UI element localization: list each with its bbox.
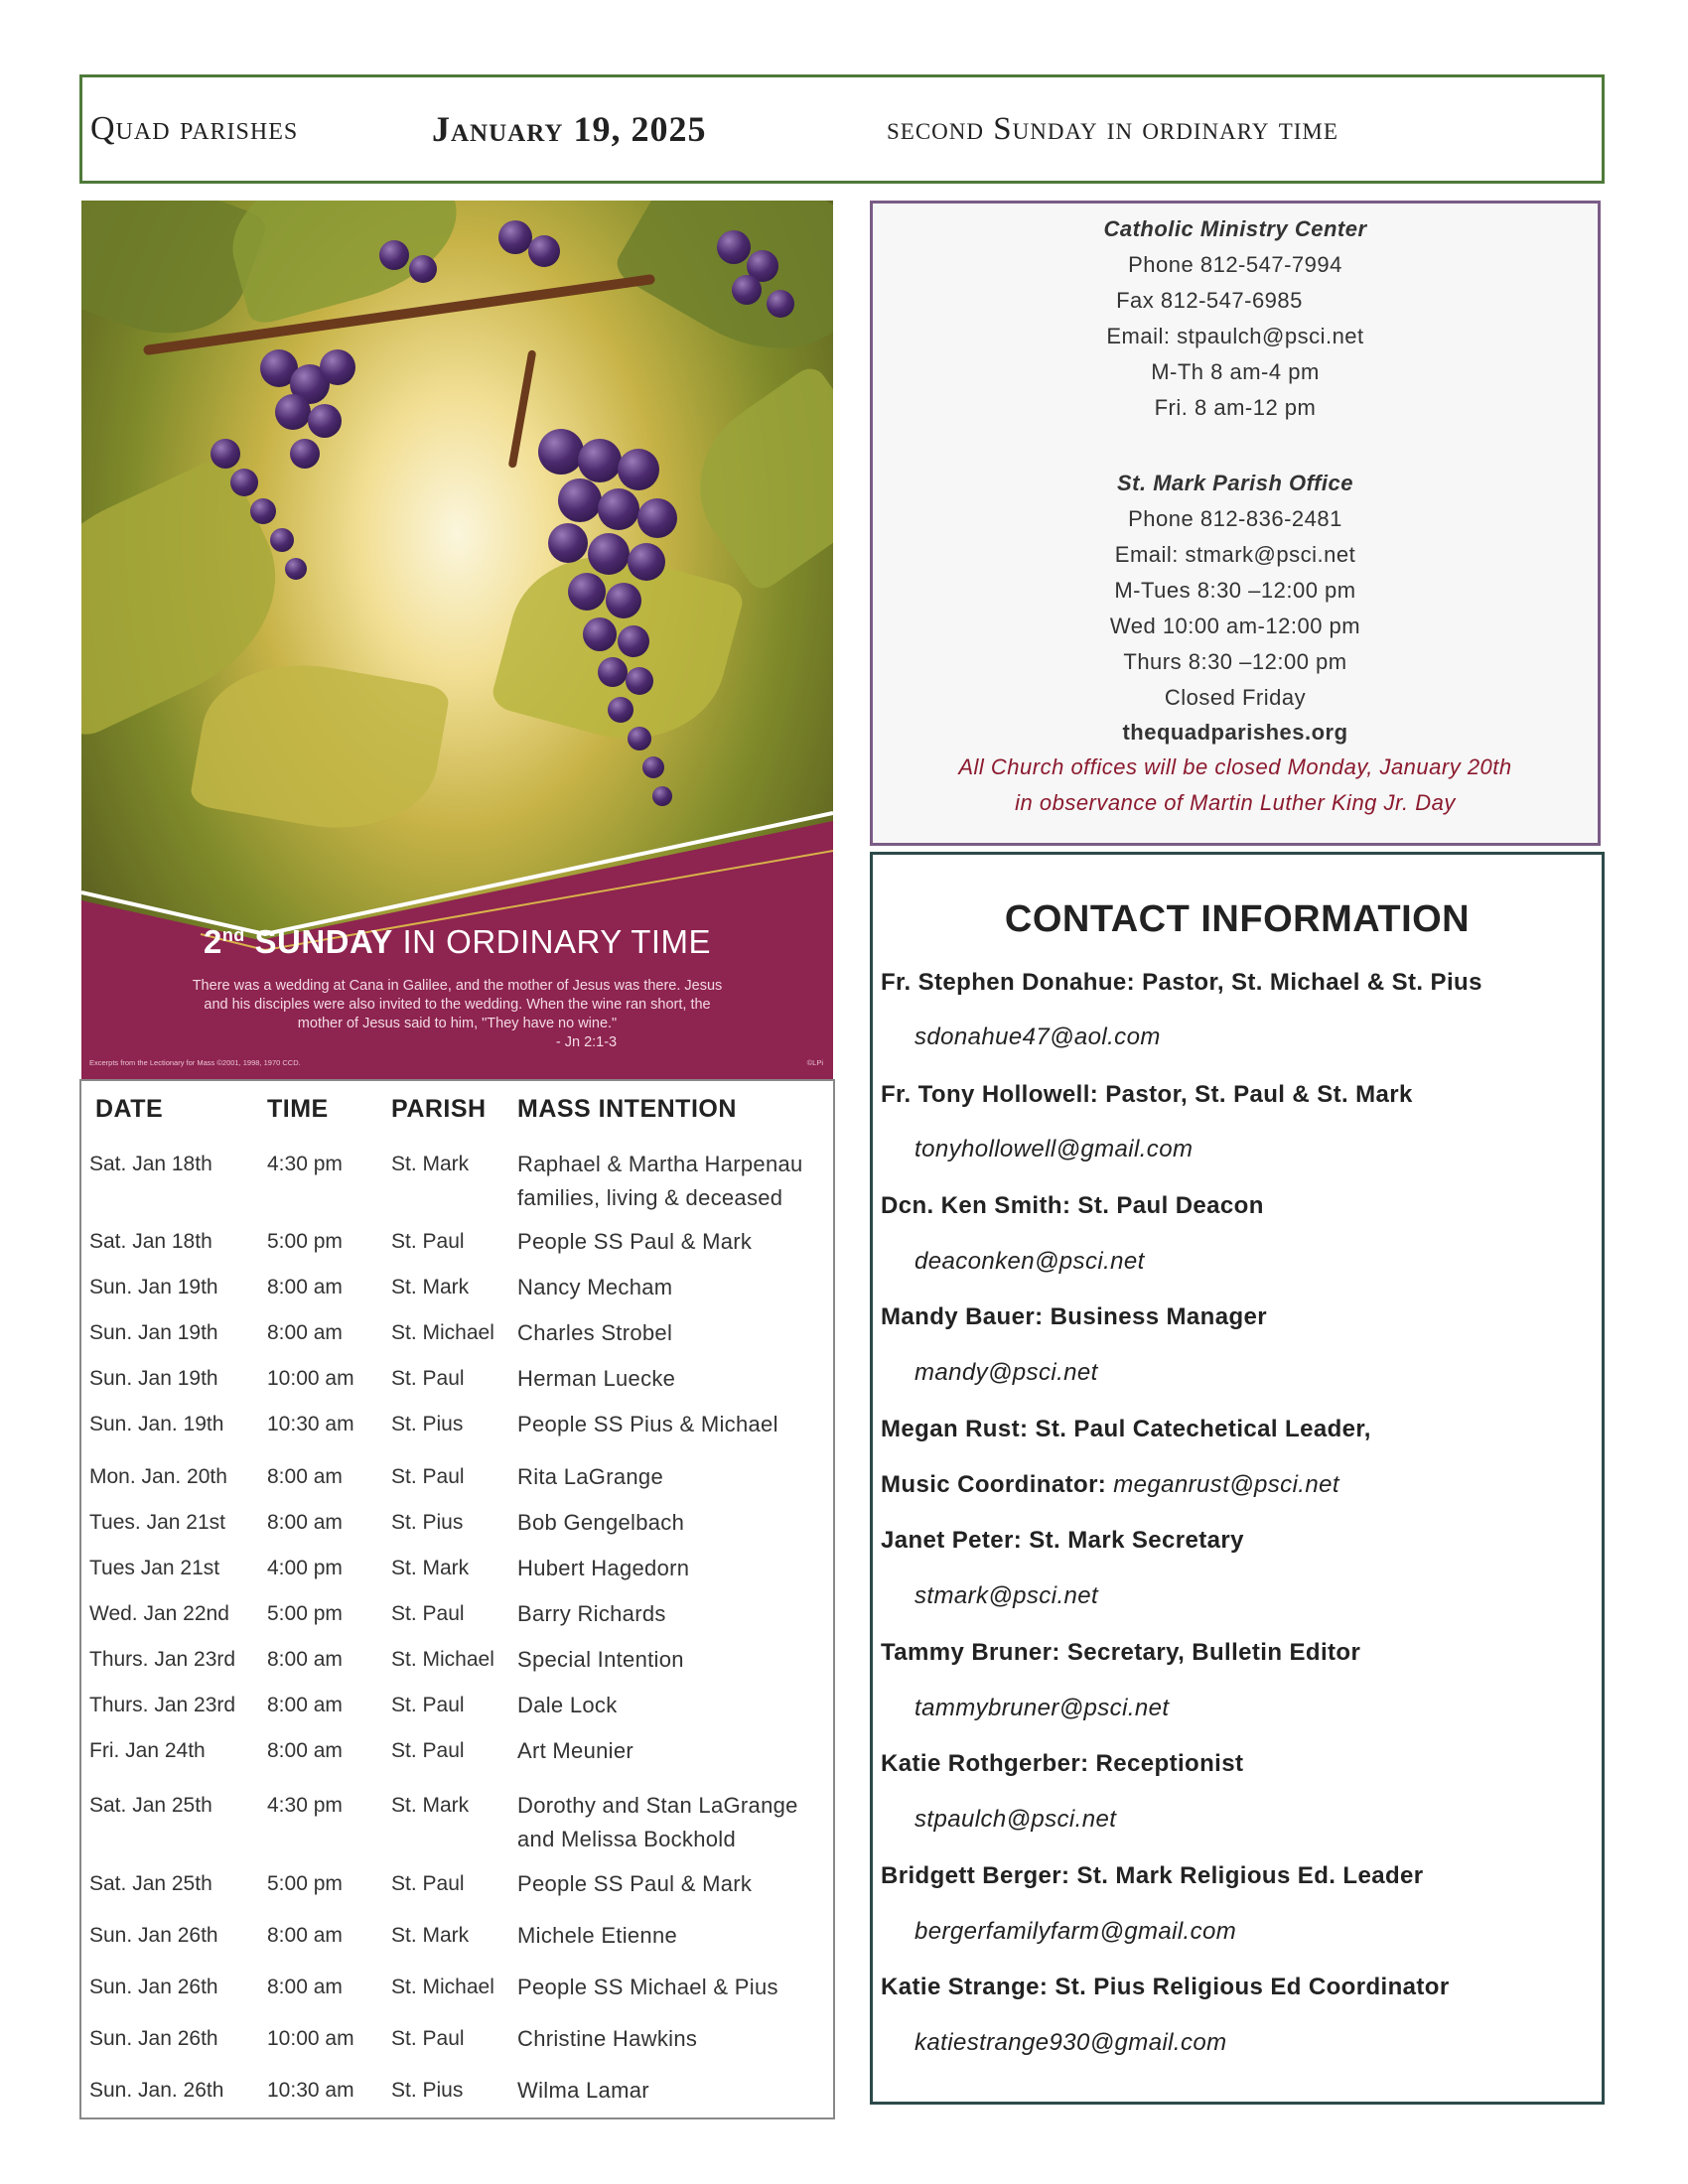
row-parish: St. Pius [391, 2079, 464, 2102]
row-date: Sun. Jan 26th [89, 2027, 218, 2050]
row-parish: St. Paul [391, 1230, 465, 1253]
contact-name: Tammy Bruner: Secretary, Bulletin Editor [881, 1639, 1361, 1666]
cmc-phone: Phone 812-547-7994 [1128, 252, 1342, 277]
row-time: 4:30 pm [267, 1794, 343, 1817]
row-date: Sun. Jan 19th [89, 1276, 218, 1298]
contact-name: Mandy Bauer: Business Manager [881, 1303, 1268, 1330]
row-date: Sat. Jan 25th [89, 1872, 212, 1895]
stmark-hours-thu: Thurs 8:30 –12:00 pm [1123, 649, 1347, 674]
contact-information [870, 852, 1605, 2105]
row-time: 8:00 am [267, 1511, 343, 1534]
row-time: 8:00 am [267, 1648, 343, 1671]
row-parish: St. Paul [391, 1465, 465, 1488]
row-intention: Barry Richards [517, 1601, 666, 1626]
contact-name: Fr. Stephen Donahue: Pastor, St. Michael & St. Pius [881, 969, 1482, 996]
grape [642, 756, 664, 778]
row-date: Sun. Jan. 19th [89, 1413, 224, 1435]
stmark-hours-mon-tue: M-Tues 8:30 –12:00 pm [1114, 578, 1356, 603]
grape [767, 290, 794, 318]
grape [588, 533, 630, 575]
row-parish: St. Mark [391, 1153, 470, 1175]
row-parish: St. Mark [391, 1276, 470, 1298]
row-intention: Dale Lock [517, 1693, 618, 1717]
liturgical-sunday: second Sunday in ordinary time [887, 110, 1338, 147]
row-intention: People SS Paul & Mark [517, 1871, 753, 1896]
publisher-credit: ©LPi [806, 1058, 823, 1067]
cmc-hours-weekday: M-Th 8 am-4 pm [1151, 359, 1320, 384]
row-time: 10:00 am [267, 1367, 354, 1390]
banner-title: 2nd SUNDAY IN ORDINARY TIME [203, 923, 712, 960]
row-time: 10:00 am [267, 2027, 354, 2050]
grape [528, 235, 560, 267]
row-time: 10:30 am [267, 2079, 354, 2102]
stmark-email: Email: stmark@psci.net [1114, 542, 1356, 567]
row-time: 8:00 am [267, 1276, 343, 1298]
row-time: 5:00 pm [267, 1602, 343, 1625]
contact-email[interactable]: tonyhollowell@gmail.com [914, 1136, 1194, 1162]
contact-email[interactable]: katiestrange930@gmail.com [914, 2029, 1227, 2056]
cmc-title: Catholic Ministry Center [1103, 216, 1367, 241]
grape [628, 543, 665, 581]
grape [598, 488, 639, 530]
row-date: Sun. Jan 19th [89, 1321, 218, 1344]
contact-email[interactable]: stpaulch@psci.net [914, 1806, 1117, 1833]
contact-title: CONTACT INFORMATION [1004, 898, 1471, 940]
grape [558, 478, 602, 522]
row-intention: People SS Pius & Michael [517, 1412, 778, 1436]
row-parish: St. Mark [391, 1924, 470, 1947]
grape [498, 220, 532, 254]
row-time: 4:00 pm [267, 1557, 343, 1579]
grape [409, 255, 437, 283]
stmark-hours-fri: Closed Friday [1164, 685, 1307, 710]
row-date: Tues Jan 21st [89, 1557, 220, 1579]
cmc-fax: Fax 812-547-6985 [1116, 288, 1303, 313]
copyright-credit: Excerpts from the Lectionary for Mass ©2001, 1998, 1970 CCD. [89, 1058, 301, 1067]
contact-email[interactable]: mandy@psci.net [914, 1359, 1098, 1386]
row-date: Sun. Jan 19th [89, 1367, 218, 1390]
row-intention: Nancy Mecham [517, 1275, 673, 1299]
row-date: Sun. Jan 26th [89, 1976, 218, 1998]
row-date: Thurs. Jan 23rd [89, 1694, 236, 1716]
grape [626, 667, 653, 695]
row-time: 8:00 am [267, 1924, 343, 1947]
stmark-office-title: St. Mark Parish Office [1116, 471, 1353, 495]
row-intention: Special Intention [517, 1647, 684, 1672]
column-header-date: DATE [95, 1095, 164, 1123]
contact-name: Katie Strange: St. Pius Religious Ed Coordinator [881, 1974, 1450, 2000]
row-parish: St. Paul [391, 1694, 465, 1716]
row-parish: St. Paul [391, 1367, 465, 1390]
row-parish: St. Paul [391, 1872, 465, 1895]
row-time: 5:00 pm [267, 1872, 343, 1895]
bulletin-header [79, 74, 1605, 184]
grape [578, 439, 622, 482]
row-parish: St. Paul [391, 1602, 465, 1625]
leaf-shape [611, 201, 833, 385]
row-intention: People SS Michael & Pius [517, 1975, 778, 1999]
contact-role-line: Music Coordinator: meganrust@psci.net [881, 1471, 1339, 1498]
website-link[interactable]: thequadparishes.org [1122, 720, 1348, 745]
grape [583, 617, 617, 651]
cmc-email: Email: stpaulch@psci.net [1106, 324, 1364, 348]
row-time: 8:00 am [267, 1694, 343, 1716]
row-intention: Christine Hawkins [517, 2026, 698, 2051]
row-date: Sat. Jan 25th [89, 1794, 212, 1817]
grape [618, 625, 649, 657]
parish-group-name: Quad parishes [90, 110, 299, 147]
stmark-hours-wed: Wed 10:00 am-12:00 pm [1109, 614, 1361, 638]
scripture-excerpt: There was a wedding at Cana in Galilee, and the mother of Jesus was there. Jesus and his disciples were also invited to the wedding. When the wine ran short, the mother of Jesus said to him, "They have no wine." - Jn 2:1-3 [192, 978, 723, 1050]
mass-schedule [79, 1079, 835, 2119]
row-parish: St. Paul [391, 2027, 465, 2050]
row-intention: Herman Luecke [517, 1366, 676, 1391]
grape [652, 786, 672, 806]
row-intention: Bob Gengelbach [517, 1510, 685, 1535]
contact-name: Janet Peter: St. Mark Secretary [881, 1527, 1244, 1554]
row-date: Fri. Jan 24th [89, 1739, 206, 1762]
closure-notice-reason: in observance of Martin Luther King Jr. Day [1015, 790, 1456, 815]
grape [568, 573, 606, 611]
row-date: Sun. Jan 26th [89, 1924, 218, 1947]
grape [308, 404, 342, 438]
grape [637, 498, 677, 538]
column-header-parish: PARISH [391, 1095, 487, 1123]
grape [230, 469, 258, 496]
leaf-shape [667, 362, 833, 595]
row-intention: Wilma Lamar [517, 2078, 649, 2103]
row-date: Mon. Jan. 20th [89, 1465, 227, 1488]
row-parish: St. Michael [391, 1321, 494, 1344]
cmc-hours-friday: Fri. 8 am-12 pm [1154, 395, 1317, 420]
row-intention: Rita LaGrange [517, 1464, 663, 1489]
row-intention: Charles Strobel [517, 1320, 673, 1345]
vine-branch [508, 349, 537, 469]
row-date: Sat. Jan 18th [89, 1153, 212, 1175]
grape [285, 558, 307, 580]
row-parish: St. Pius [391, 1413, 464, 1435]
contact-name: Dcn. Ken Smith: St. Paul Deacon [881, 1192, 1264, 1219]
grape [290, 439, 320, 469]
row-time: 4:30 pm [267, 1153, 343, 1175]
row-intention: Hubert Hagedorn [517, 1556, 690, 1580]
row-intention: Dorothy and Stan LaGrange and Melissa Bockhold [517, 1793, 798, 1851]
office-info-box [870, 201, 1601, 846]
stmark-phone: Phone 812-836-2481 [1128, 506, 1342, 531]
contact-email[interactable]: bergerfamilyfarm@gmail.com [914, 1918, 1237, 1945]
row-parish: St. Pius [391, 1511, 464, 1534]
grape [628, 727, 651, 751]
contact-email[interactable]: tammybruner@psci.net [914, 1695, 1170, 1721]
contact-email[interactable]: sdonahue47@aol.com [914, 1024, 1161, 1050]
row-date: Thurs. Jan 23rd [89, 1648, 236, 1671]
row-parish: St. Paul [391, 1739, 465, 1762]
grape [538, 429, 584, 475]
row-intention: Art Meunier [517, 1738, 634, 1763]
row-parish: St. Mark [391, 1794, 470, 1817]
row-intention: Michele Etienne [517, 1923, 678, 1948]
column-header-time: TIME [267, 1095, 329, 1123]
contact-email[interactable]: meganrust@psci.net [1106, 1471, 1339, 1498]
row-time: 8:00 am [267, 1976, 343, 1998]
grape [606, 583, 641, 618]
contact-name: Fr. Tony Hollowell: Pastor, St. Paul & St. Mark [881, 1081, 1413, 1108]
row-date: Wed. Jan 22nd [89, 1602, 229, 1625]
grapevine-illustration [81, 201, 833, 1079]
grape [275, 394, 311, 430]
row-parish: St. Michael [391, 1648, 494, 1671]
row-time: 10:30 am [267, 1413, 354, 1435]
row-intention: People SS Paul & Mark [517, 1229, 753, 1254]
column-header-intention: MASS INTENTION [517, 1095, 737, 1123]
bulletin-date: January 19, 2025 [432, 109, 707, 149]
row-date: Sat. Jan 18th [89, 1230, 212, 1253]
contact-name: Katie Rothgerber: Receptionist [881, 1750, 1244, 1777]
contact-email[interactable]: stmark@psci.net [914, 1582, 1099, 1609]
row-parish: St. Mark [391, 1557, 470, 1579]
grape [211, 439, 240, 469]
contact-email[interactable]: deaconken@psci.net [914, 1248, 1145, 1275]
contact-name: Bridgett Berger: St. Mark Religious Ed. Leader [881, 1862, 1424, 1889]
row-time: 8:00 am [267, 1739, 343, 1762]
grape [548, 523, 588, 563]
row-parish: St. Michael [391, 1976, 494, 1998]
row-date: Sun. Jan. 26th [89, 2079, 224, 2102]
closure-notice: All Church offices will be closed Monday, January 20th [958, 754, 1512, 779]
grape [608, 697, 633, 723]
grape [598, 657, 628, 687]
grape [618, 449, 659, 490]
contact-name: Megan Rust: St. Paul Catechetical Leader, [881, 1416, 1371, 1442]
row-date: Tues. Jan 21st [89, 1511, 225, 1534]
grape [320, 349, 355, 385]
grape [379, 240, 409, 270]
row-time: 5:00 pm [267, 1230, 343, 1253]
row-time: 8:00 am [267, 1321, 343, 1344]
grape [732, 275, 762, 305]
row-intention: Raphael & Martha Harpenau families, living & deceased [517, 1152, 803, 1210]
grape [250, 498, 276, 524]
grape [270, 528, 294, 552]
row-time: 8:00 am [267, 1465, 343, 1488]
grape [717, 230, 751, 264]
